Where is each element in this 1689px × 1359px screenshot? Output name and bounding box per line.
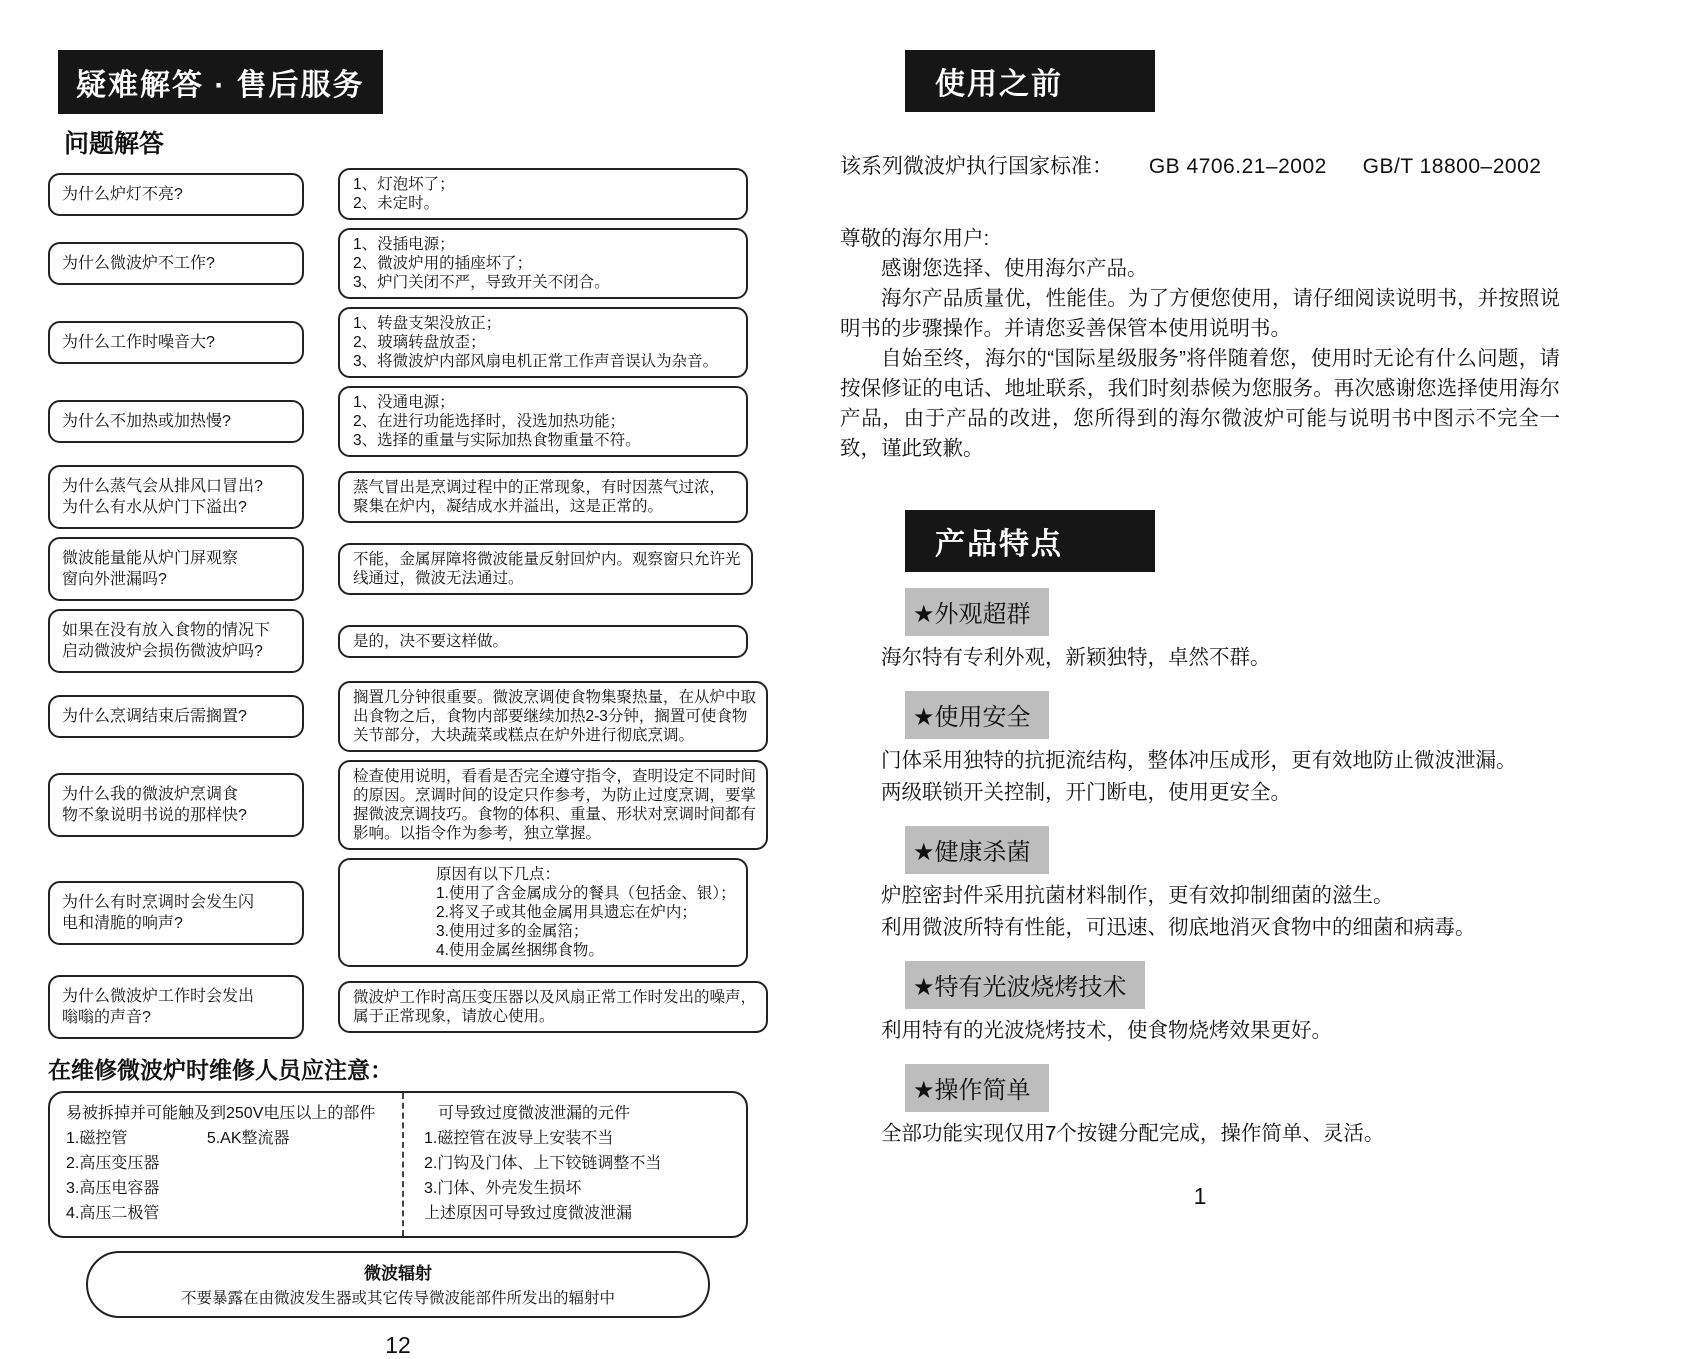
before-use-page xyxy=(840,50,1560,1210)
question-line: 电和清脆的响声? xyxy=(62,914,183,932)
question-box xyxy=(48,537,304,601)
qa-table xyxy=(48,168,757,1039)
question-line: 为什么我的微波炉烹调食 xyxy=(62,786,239,803)
answer-line: 出食物之后，食物内部要继续加热2-3分钟，搁置可使食物 xyxy=(353,708,748,725)
answer-box xyxy=(338,228,748,299)
answer-box xyxy=(338,307,748,378)
answer-line: 2、微波炉用的插座坏了； xyxy=(353,255,533,272)
answer-line: 1.使用了含金属成分的餐具（包括金、银）； xyxy=(436,885,736,902)
answer-line: 原因有以下几点： xyxy=(436,866,561,883)
question-line: 如果在没有放入食物的情况下 xyxy=(62,622,271,639)
feature-label: ★外观超群 xyxy=(905,588,1049,636)
letter-salutation: 尊敬的海尔用户: xyxy=(840,227,990,250)
repair-hazard-item: 4.高压二极管 xyxy=(66,1205,160,1222)
troubleshooting-page xyxy=(48,50,757,1359)
answer-box xyxy=(338,760,768,850)
standard-code: GB 4706.21–2002 xyxy=(1148,155,1327,178)
question-line: 为什么工作时噪音大? xyxy=(62,334,215,351)
feature-lines xyxy=(840,881,1560,943)
repair-leakage-column xyxy=(402,1093,746,1236)
feature-text: 门体采用独特的抗扼流结构，整体冲压成形，更有效地防止微波泄漏。 xyxy=(881,749,1517,772)
question-box xyxy=(48,609,304,673)
qa-row xyxy=(48,760,757,850)
feature-block xyxy=(840,1048,1560,1149)
page-number-left: 12 xyxy=(385,1332,411,1358)
standard-code: GB/T 18800–2002 xyxy=(1362,155,1542,178)
qa-row xyxy=(48,168,748,220)
feature-text: 利用特有的光波烧烤技术，使食物烧烤效果更好。 xyxy=(881,1019,1332,1042)
answer-box xyxy=(338,681,768,752)
answer-line: 微波炉工作时高压变压器以及风扇正常工作时发出的噪声， xyxy=(353,989,757,1006)
letter-paragraph: 自始至终，海尔的“国际星级服务”将伴随着您，使用时无论有什么问题，请按保修证的电话、地址联系，我们时刻恭候为您服务。再次感谢您选择使用海尔产品，由于产品的改进，您所得到的海尔微波炉可能与说明书中图示不完全一致，谨此致歉。 xyxy=(840,347,1560,460)
answer-line: 3、将微波炉内部风扇电机正常工作声音误认为杂音。 xyxy=(353,353,719,370)
feature-label: ★操作简单 xyxy=(905,1064,1049,1112)
answer-line: 3.使用过多的金属箔； xyxy=(436,923,589,940)
question-box xyxy=(48,773,304,837)
answer-line: 线通过，微波无法通过。 xyxy=(353,570,524,587)
answer-line: 1、灯泡坏了； xyxy=(353,176,455,193)
qa-row xyxy=(48,609,748,673)
standards-label: 该系列微波炉执行国家标准： xyxy=(840,155,1113,178)
feature-block xyxy=(840,572,1560,673)
feature-lines xyxy=(840,643,1560,673)
question-line: 嗡嗡的声音? xyxy=(62,1009,151,1026)
repair-hazard-item: 5.AK整流器 xyxy=(206,1130,290,1147)
qa-row xyxy=(48,307,748,378)
question-line: 为什么微波炉不工作? xyxy=(62,255,215,272)
feature-text: 海尔特有专利外观，新颖独特，卓然不群。 xyxy=(881,646,1271,669)
answer-line: 1、没插电源； xyxy=(353,236,455,253)
answer-line: 蒸气冒出是烹调过程中的正常现象，有时因蒸气过浓， xyxy=(353,479,726,496)
answer-line: 1、没通电源； xyxy=(353,394,455,411)
answer-box xyxy=(338,168,748,220)
repair-leakage-item: 上述原因可导致过度微波泄漏 xyxy=(424,1205,633,1222)
question-box xyxy=(48,400,304,443)
repair-leakage-title: 可导致过度微波泄漏的元件 xyxy=(438,1105,631,1122)
question-box xyxy=(48,465,304,529)
question-box xyxy=(48,881,304,945)
answer-line: 1、转盘支架没放正； xyxy=(353,315,502,332)
features-header-wrap xyxy=(840,510,1560,572)
answer-box xyxy=(338,543,753,595)
section-title-qa: 问题解答 xyxy=(64,130,165,158)
qa-row xyxy=(48,858,748,967)
answer-line: 不能，金属屏障将微波能量反射回炉内。观察窗只允许光 xyxy=(353,551,741,568)
feature-label: ★健康杀菌 xyxy=(905,826,1049,874)
answer-line: 搁置几分钟很重要。微波烹调使食物集聚热量，在从炉中取 xyxy=(353,689,757,706)
feature-label: ★使用安全 xyxy=(905,691,1049,739)
repair-hazard-item: 2.高压变压器 xyxy=(66,1155,160,1172)
feature-text: 两级联锁开关控制，开门断电，使用更安全。 xyxy=(881,781,1291,804)
answer-line: 2、玻璃转盘放歪； xyxy=(353,334,486,351)
question-box xyxy=(48,975,304,1039)
repair-hazard-item-row xyxy=(66,1126,396,1151)
repair-leakage-item: 3.门体、外壳发生损坏 xyxy=(424,1180,582,1197)
answer-line: 关节部分，大块蔬菜或糕点在炉外进行彻底烹调。 xyxy=(353,727,695,744)
feature-lines xyxy=(840,1016,1560,1046)
letter-paragraph: 海尔产品质量优，性能佳。为了方便您使用，请仔细阅读说明书，并按照说明书的步骤操作。并请您妥善保管本使用说明书。 xyxy=(840,287,1560,340)
repair-hazard-title: 易被拆掉并可能触及到250V电压以上的部件 xyxy=(66,1105,376,1122)
answer-line: 4.使用金属丝捆绑食物。 xyxy=(436,942,604,959)
question-box xyxy=(48,695,304,738)
feature-block xyxy=(840,675,1560,808)
page-header-before-use: 使用之前 xyxy=(905,50,1155,112)
feature-text: 利用微波所特有性能，可迅速、彻底地消灭食物中的细菌和病毒。 xyxy=(881,916,1476,939)
question-line: 启动微波炉会损伤微波炉吗? xyxy=(62,643,263,660)
answer-line: 3、炉门关闭不严，导致开关不闭合。 xyxy=(353,274,610,291)
repair-notice-title: 在维修微波炉时维修人员应注意： xyxy=(48,1057,393,1083)
answer-line: 握微波烹调技巧。食物的体积、重量、形状对烹调时间都有 xyxy=(353,806,757,823)
repair-notice-box xyxy=(48,1091,748,1238)
answer-line: 聚集在炉内，凝结成水并溢出，这是正常的。 xyxy=(353,498,664,515)
answer-line: 影响。以指令作为参考，独立掌握。 xyxy=(353,825,602,842)
page-header-product-features: 产品特点 xyxy=(905,510,1155,572)
repair-leakage-item: 2.门钩及门体、上下铰链调整不当 xyxy=(424,1155,662,1172)
answer-box xyxy=(338,625,748,658)
question-line: 为什么有水从炉门下溢出? xyxy=(62,499,247,516)
answer-box xyxy=(338,386,748,457)
question-box xyxy=(48,173,304,216)
question-box xyxy=(48,242,304,285)
question-line: 窗向外泄漏吗? xyxy=(62,571,167,588)
letter-paragraph: 感谢您选择、使用海尔产品。 xyxy=(881,257,1148,280)
question-line: 为什么有时烹调时会发生闪 xyxy=(62,893,255,911)
repair-hazard-item: 1.磁控管 xyxy=(66,1130,128,1147)
page-header-troubleshooting: 疑难解答 · 售后服务 xyxy=(58,50,383,114)
answer-line: 属于正常现象，请放心使用。 xyxy=(353,1008,555,1025)
repair-hazard-column xyxy=(50,1093,402,1236)
repair-leakage-item: 1.磁控管在波导上安装不当 xyxy=(424,1130,614,1147)
answer-box xyxy=(338,981,768,1033)
standards-line xyxy=(840,150,1560,180)
answer-line: 检查使用说明，看看是否完全遵守指令，查明设定不同时间 xyxy=(353,768,757,785)
answer-line: 是的，决不要这样做。 xyxy=(353,632,509,650)
feature-lines xyxy=(840,1119,1560,1149)
question-box xyxy=(48,321,304,364)
question-line: 微波能量能从炉门屏观察 xyxy=(62,550,239,567)
repair-hazard-item: 3.高压电容器 xyxy=(66,1180,160,1197)
qa-row xyxy=(48,228,748,299)
radiation-warning-box xyxy=(86,1251,710,1318)
radiation-warning-title: 微波辐射 xyxy=(364,1264,432,1283)
feature-label: ★特有光波烧烤技术 xyxy=(905,961,1145,1009)
feature-lines xyxy=(840,746,1560,808)
answer-box xyxy=(338,471,748,523)
page-number-right: 1 xyxy=(1193,1183,1207,1209)
qa-row xyxy=(48,386,748,457)
feature-block xyxy=(840,810,1560,943)
qa-row xyxy=(48,681,757,752)
feature-block xyxy=(840,945,1560,1046)
answer-box xyxy=(338,858,748,967)
question-line: 为什么烹调结束后需搁置? xyxy=(62,708,247,725)
answer-line: 2、在进行功能选择时，没选加热功能； xyxy=(353,413,626,430)
qa-row xyxy=(48,975,757,1039)
question-line: 为什么微波炉工作时会发出 xyxy=(62,988,255,1005)
answer-line: 2.将叉子或其他金属用具遗忘在炉内； xyxy=(436,904,697,921)
answer-line: 3、选择的重量与实际加热食物重量不符。 xyxy=(353,432,641,449)
radiation-warning-text: 不要暴露在由微波发生器或其它传导微波能部件所发出的辐射中 xyxy=(180,1290,615,1307)
feature-text: 炉腔密封件采用抗菌材料制作，更有效抑制细菌的滋生。 xyxy=(881,884,1394,907)
qa-row xyxy=(48,465,748,529)
question-line: 为什么不加热或加热慢? xyxy=(62,413,231,430)
answer-line: 的原因。烹调时间的设定只作参考，为防止过度烹调，要掌 xyxy=(353,787,757,804)
qa-row xyxy=(48,537,748,601)
answer-line: 2、未定时。 xyxy=(353,195,440,212)
question-line: 物不象说明书说的那样快? xyxy=(62,807,247,824)
feature-text: 全部功能实现仅用7个按键分配完成，操作简单、灵活。 xyxy=(881,1122,1385,1145)
question-line: 为什么炉灯不亮? xyxy=(62,185,183,203)
user-letter xyxy=(840,224,1560,464)
question-line: 为什么蒸气会从排风口冒出? xyxy=(62,478,263,495)
